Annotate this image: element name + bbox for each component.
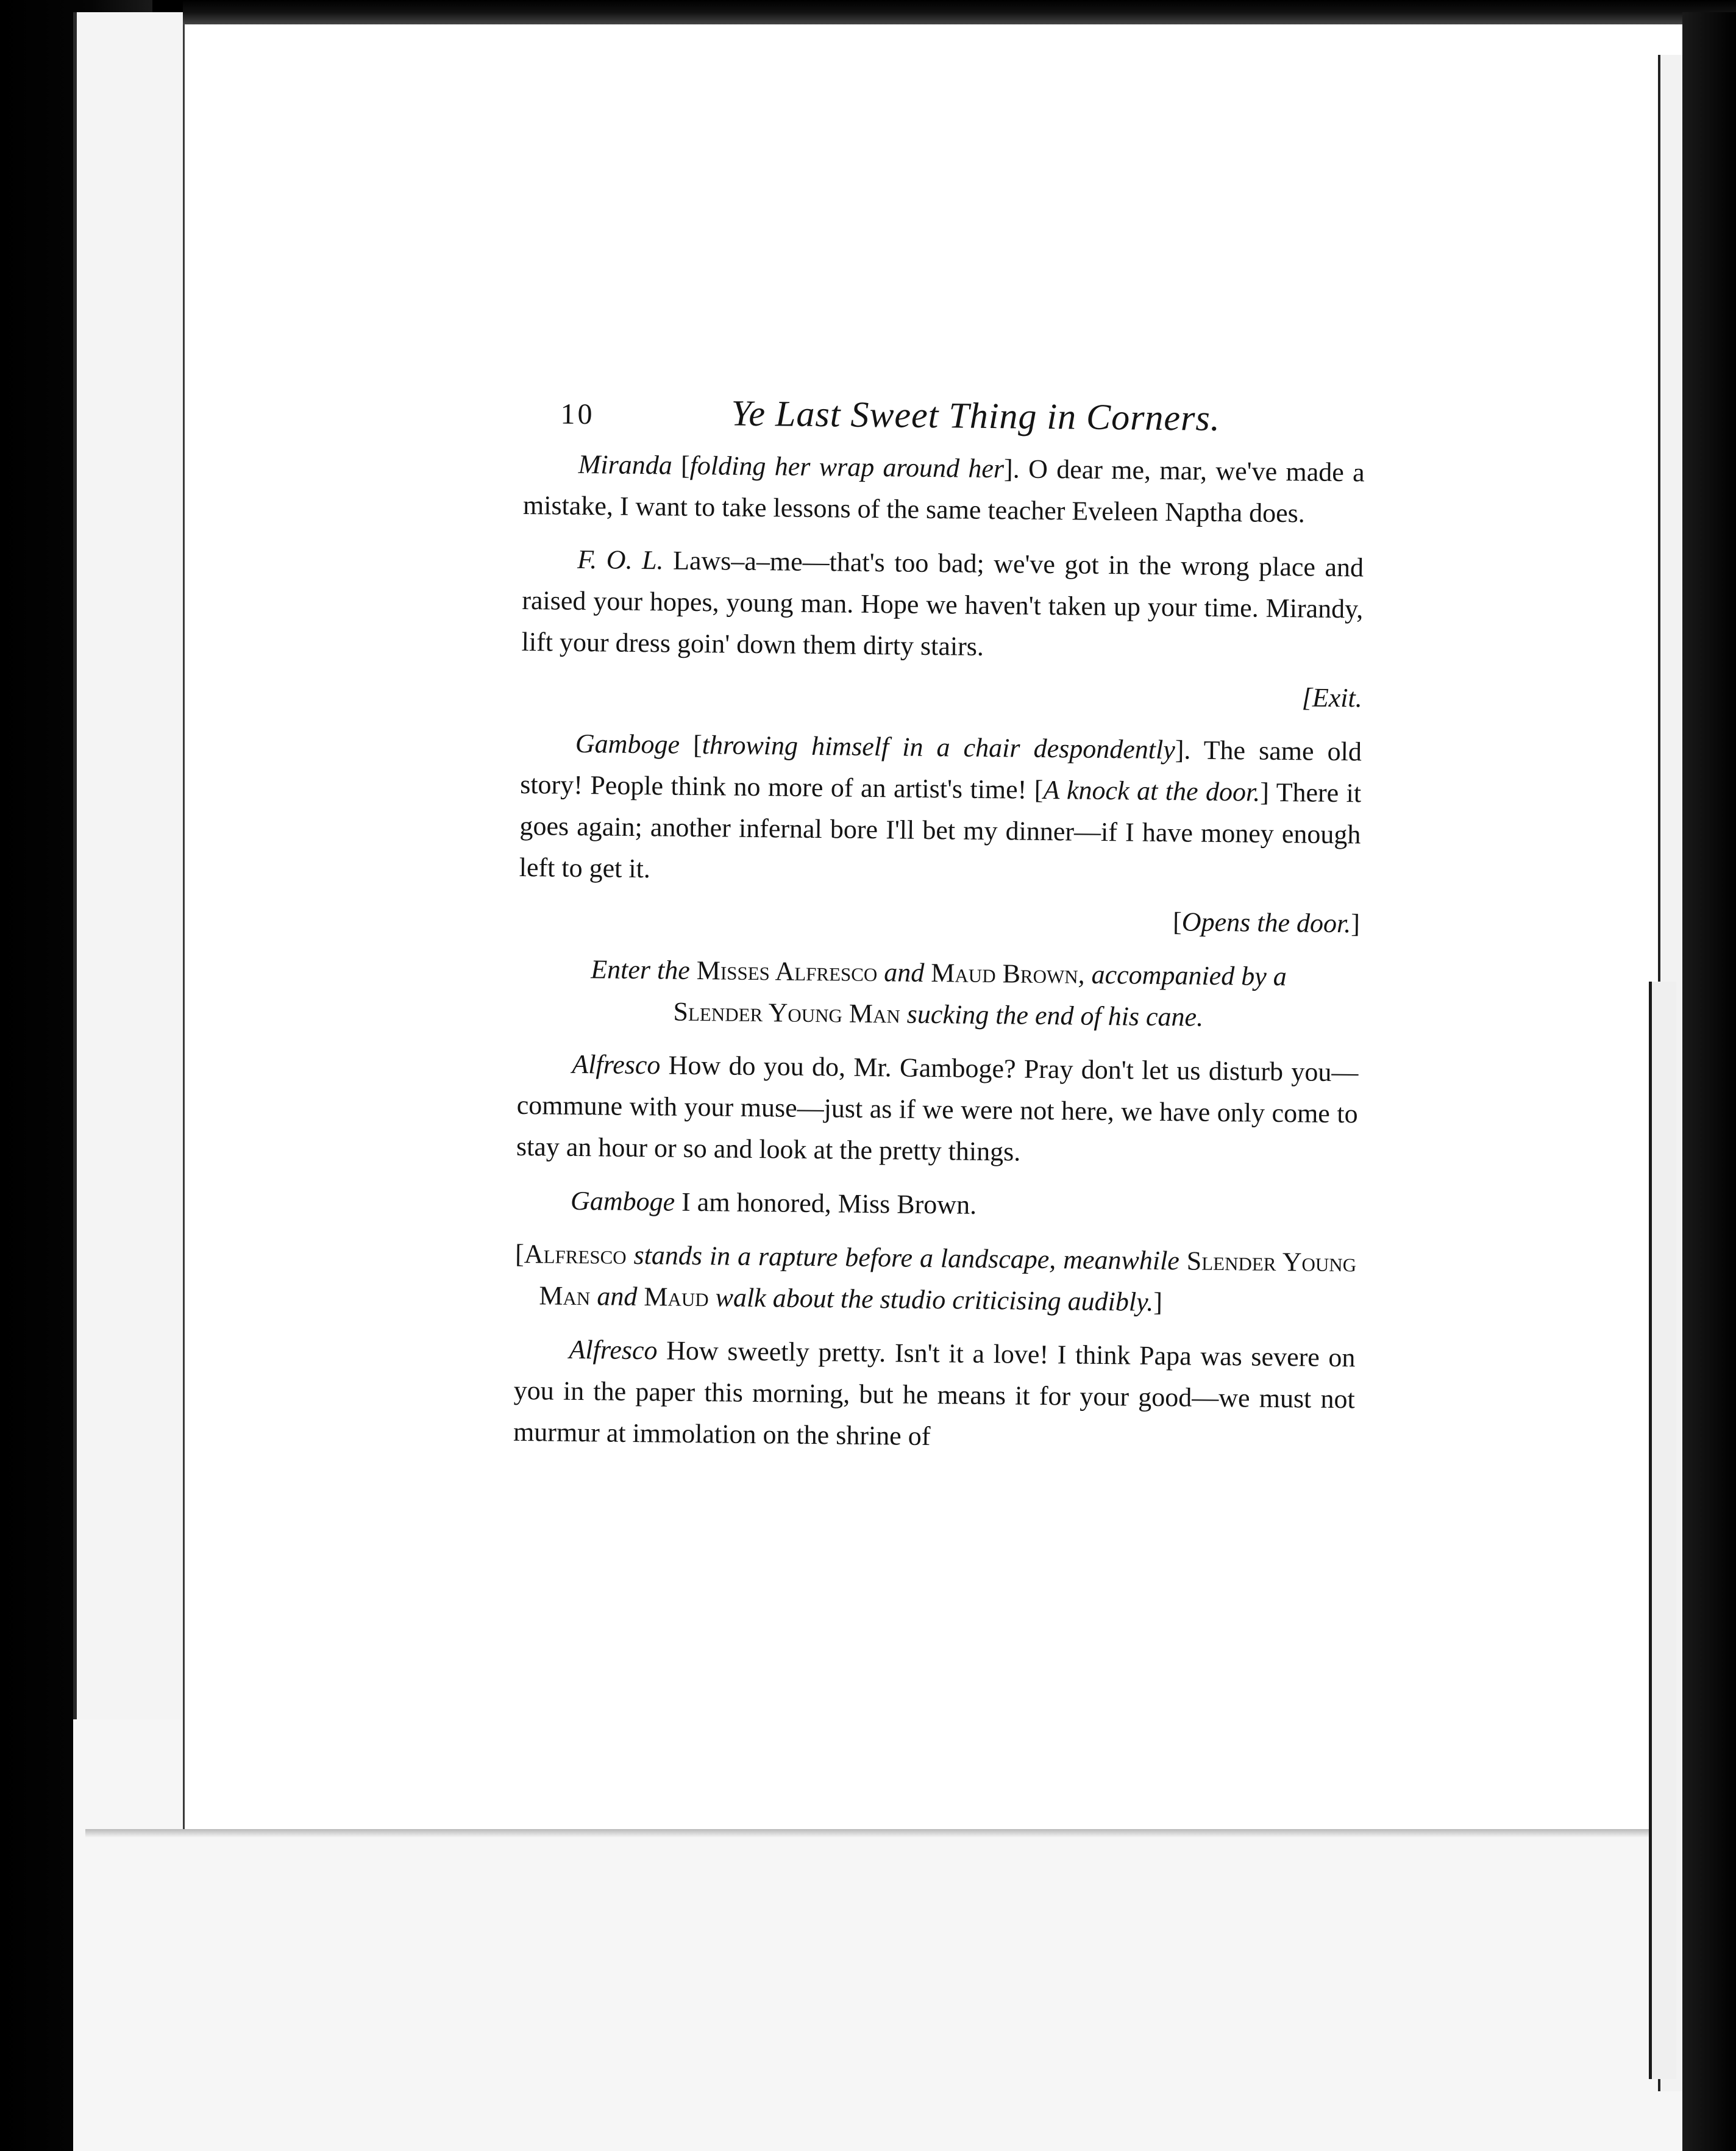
bracket-open: [ — [1172, 907, 1183, 937]
stage-direction: throwing himself in a chair despondently — [702, 730, 1176, 765]
dialogue-text-continued: ] There it goes again; another infernal bore I'll bet my dinner—if I have money enough left to get it. — [519, 777, 1362, 884]
character-names: Alfresco — [524, 1239, 627, 1270]
character-names: Misses Alfresco — [696, 955, 878, 988]
character-names: Maud Brown — [931, 958, 1078, 990]
speaker-name: Gamboge — [570, 1185, 675, 1217]
stage-text: walk about the studio criticising audibly. — [708, 1282, 1154, 1317]
dialogue-text: How sweetly pretty. Isn't it a love! I think Papa was severe on you in the paper this morning, but he means it for your good—we must not murmur at immolation on the shrine of — [513, 1335, 1356, 1452]
right-page-edge-lower — [1649, 982, 1676, 2079]
exit-direction: [Exit. — [1301, 682, 1363, 713]
page-number: 10 — [560, 398, 595, 431]
running-title: Ye Last Sweet Thing in Corners. — [731, 393, 1221, 438]
entrance-direction — [518, 948, 1359, 1040]
enter-text: sucking the end of his cane. — [900, 999, 1204, 1032]
bracket-open: [ — [514, 1238, 525, 1269]
dialogue-text: ]. O dear me, mar, we've made a mistake, I want to take lessons of the same teacher Eveleen Naptha does. — [522, 454, 1365, 529]
dialogue-text: ]. The same old story! People think no more of an artist's time! [ — [519, 735, 1362, 805]
stage-direction-block — [514, 1233, 1356, 1325]
right-dark-margin — [1682, 12, 1736, 2151]
bracket-close: ] — [1351, 908, 1361, 939]
page-bottom-shadow — [85, 1829, 1670, 1838]
running-header — [560, 391, 1365, 444]
stage-direction: Opens the door. — [1181, 907, 1351, 939]
dialogue-text: Laws–a–me—that's too bad; we've got in the wrong place and raised your hopes, young man. Hope we haven't taken up your time. Mirandy, lift your dress goin' down them dirty stairs. — [521, 545, 1364, 662]
speaker-name: Alfresco — [569, 1334, 658, 1366]
stage-direction-knock: A knock at the door. — [1043, 774, 1261, 807]
character-names: Slender Young Man — [539, 1246, 1357, 1311]
paragraph-fol — [521, 538, 1364, 671]
opens-door-direction — [519, 894, 1361, 944]
enter-text: , accompanied by a — [1078, 959, 1287, 992]
paragraph-alfresco-2 — [513, 1329, 1356, 1461]
paragraph-gamboge-2 — [516, 1180, 1357, 1230]
paragraph-gamboge-1 — [519, 722, 1362, 897]
bracket-open: [ — [679, 729, 703, 760]
character-names: Slender Young Man — [673, 996, 901, 1029]
stage-text: stands in a rapture before a landscape, meanwhile — [626, 1240, 1187, 1276]
dialogue-text: How do you do, Mr. Gamboge? Pray don't let us disturb you—commune with your muse—just as if we were not here, we have only come to stay an hour or so and look at the pretty things. — [516, 1050, 1359, 1167]
character-names: Maud — [644, 1282, 709, 1313]
enter-text: Enter the — [591, 954, 697, 986]
enter-text: and — [877, 957, 931, 988]
speaker-name: Miranda — [578, 449, 672, 480]
top-dark-edge — [183, 0, 1736, 24]
page-text — [513, 390, 1365, 1474]
speaker-name: F. O. L. — [577, 544, 664, 576]
paragraph-alfresco-1 — [516, 1043, 1359, 1176]
stage-text: and — [590, 1281, 644, 1312]
dialogue-text: I am honored, Miss Brown. — [674, 1186, 977, 1220]
bracket-close: ] — [1153, 1286, 1163, 1318]
speaker-name: Alfresco — [572, 1049, 661, 1080]
bracket-open: [ — [672, 450, 690, 480]
paragraph-miranda — [523, 443, 1365, 535]
stage-direction: folding her wrap around her — [689, 450, 1005, 484]
speaker-name: Gamboge — [575, 728, 680, 760]
